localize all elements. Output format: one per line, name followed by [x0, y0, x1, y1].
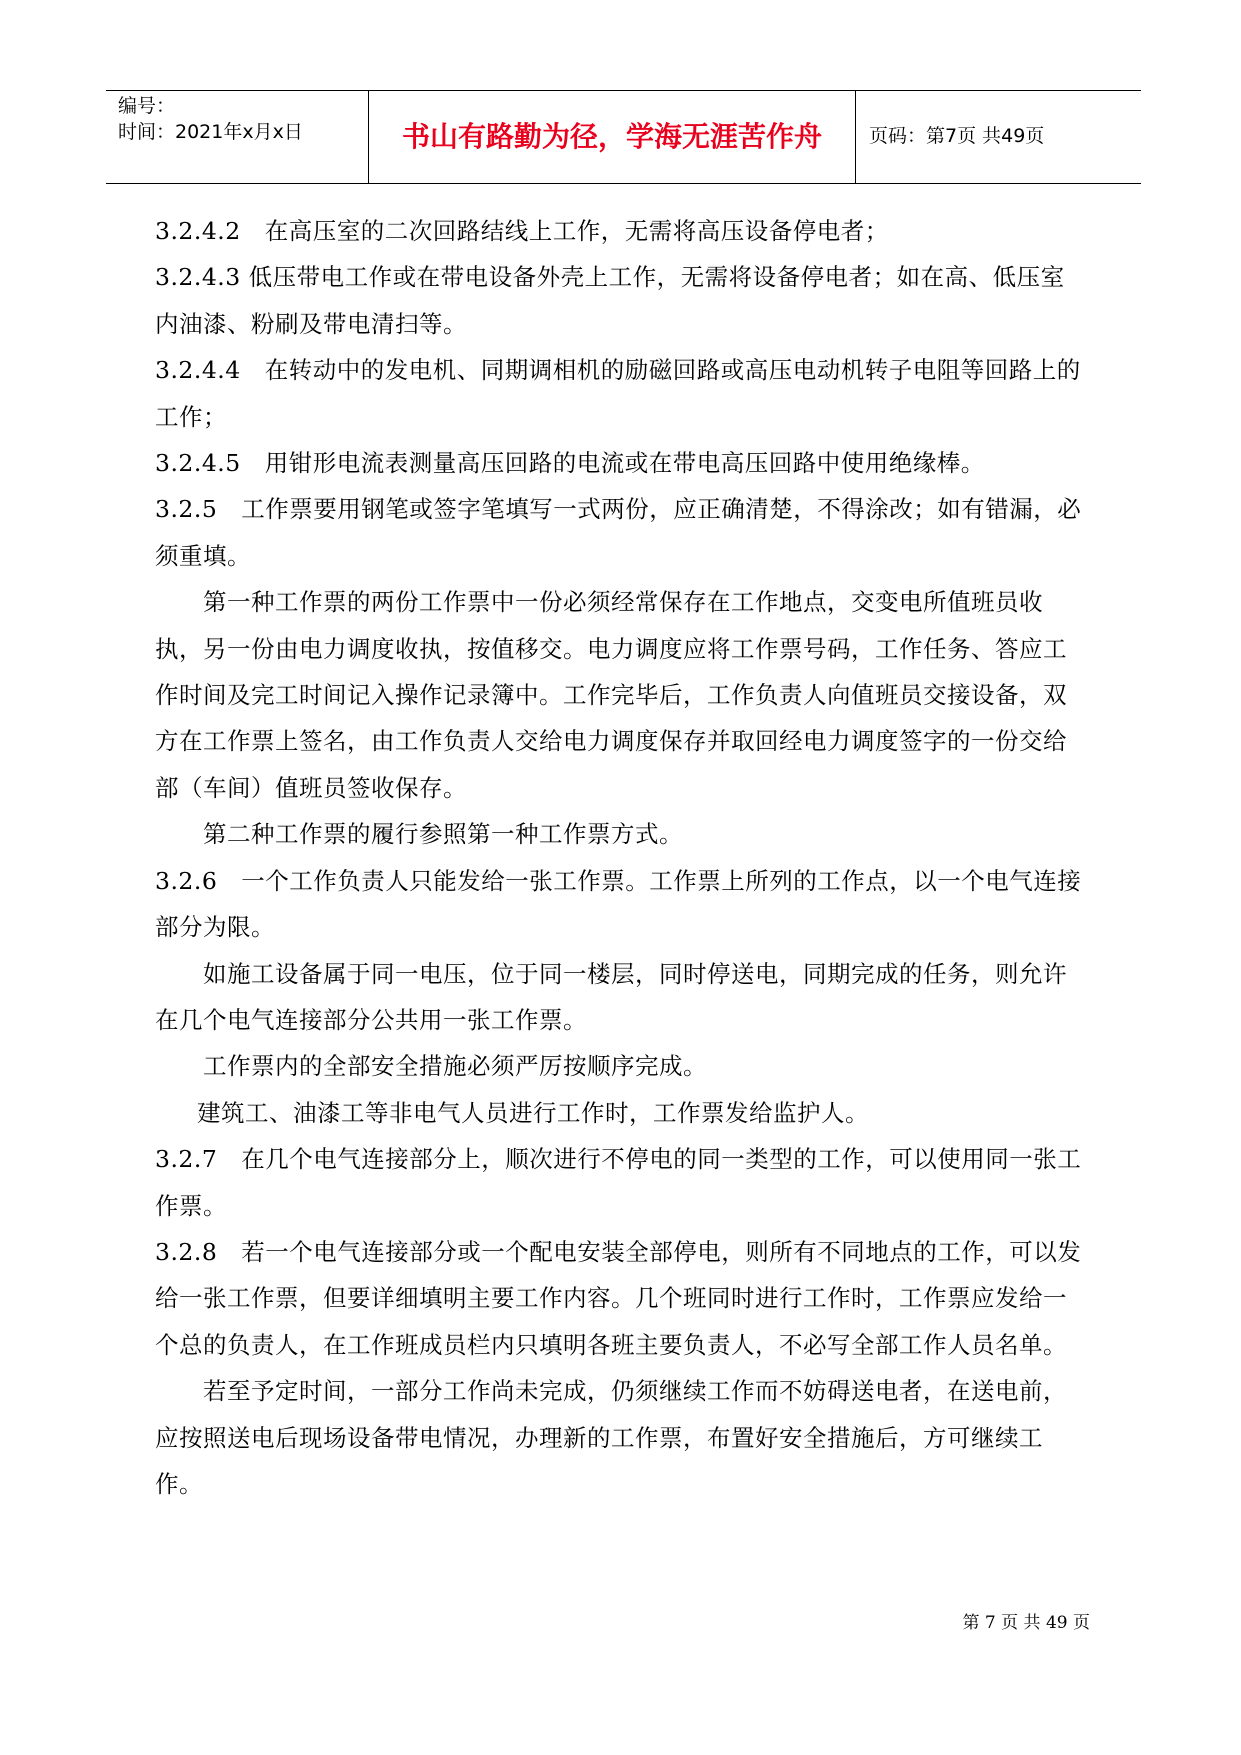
document-time-label: 时间：2021年x月x日 [118, 121, 303, 143]
paragraph-safety-measures: 工作票内的全部安全措施必须严厉按顺序完成。 [203, 1052, 707, 1081]
paragraph-first-ticket: 第一种工作票的两份工作票中一份必须经常保存在工作地点，交变电所值班员收执，另一份由电力调度收执，按值移交。电力调度应将工作票号码，工作任务、答应工作时间及完工时间记入操作记录簿中。工作完毕后，工作负责人向值班员交接设备，双方在工作票上签名，由工作负责人交给电力调度保存并取回经电力调度签字的一份交给部（车间）值班员签收保存。 [155, 588, 1067, 802]
header-page-cell [857, 91, 1141, 183]
header-motto: 书山有路勤为径，学海无涯苦作舟 [401, 120, 822, 153]
document-number-label: 编号： [118, 95, 176, 117]
paragraph-3-2-6: 3.2.6 一个工作负责人只能发给一张工作票。工作票上所列的工作点，以一个电气连接部分为限。 [155, 866, 1082, 942]
paragraph-non-electrical-staff: 建筑工、油漆工等非电气人员进行工作时，工作票发给监护人。 [197, 1098, 869, 1127]
paragraph-3-2-4-5: 3.2.4.5 用钳形电流表测量高压回路的电流或在带电高压回路中使用绝缘棒。 [155, 449, 985, 478]
header-meta-cell [106, 91, 369, 183]
paragraph-3-2-5: 3.2.5 工作票要用钢笔或签字笔填写一式两份，应正确清楚，不得涂改；如有错漏，必须重填。 [155, 495, 1082, 570]
document-header [106, 90, 1141, 184]
footer-page-number: 第 7 页 共 49 页 [962, 1613, 1090, 1633]
paragraph-3-2-7: 3.2.7 在几个电气连接部分上，顺次进行不停电的同一类型的工作，可以使用同一张工作票。 [155, 1145, 1082, 1220]
paragraph-3-2-4-2: 3.2.4.2 在高压室的二次回路结线上工作，无需将高压设备停电者； [155, 217, 889, 245]
header-motto-cell [369, 91, 856, 183]
paragraph-3-2-4-3: 3.2.4.3 低压带电工作或在带电设备外壳上工作，无需将设备停电者；如在高、低压室内油漆、粉刷及带电清扫等。 [155, 263, 1065, 338]
paragraph-scheduled-time: 若至予定时间，一部分工作尚未完成，仍须继续工作而不妨碍送电者，在送电前，应按照送电后现场设备带电情况，办理新的工作票，布置好安全措施后，方可继续工作。 [155, 1377, 1067, 1498]
header-page-number: 页码：第7页 共49页 [869, 125, 1045, 147]
paragraph-same-voltage: 如施工设备属于同一电压，位于同一楼层，同时停送电，同期完成的任务，则允许在几个电气连接部分公共用一张工作票。 [155, 959, 1067, 1034]
paragraph-3-2-8: 3.2.8 若一个电气连接部分或一个配电安装全部停电，则所有不同地点的工作，可以发给一张工作票，但要详细填明主要工作内容。几个班同时进行工作时，工作票应发给一个总的负责人，在工作班成员栏内只填明各班主要负责人，不必写全部工作人员名单。 [155, 1237, 1082, 1359]
paragraph-3-2-4-4: 3.2.4.4 在转动中的发电机、同期调相机的励磁回路或高压电动机转子电阻等回路上的工作； [155, 356, 1081, 431]
paragraph-second-ticket: 第二种工作票的履行参照第一种工作票方式。 [203, 820, 683, 849]
document-body [155, 208, 1085, 1507]
